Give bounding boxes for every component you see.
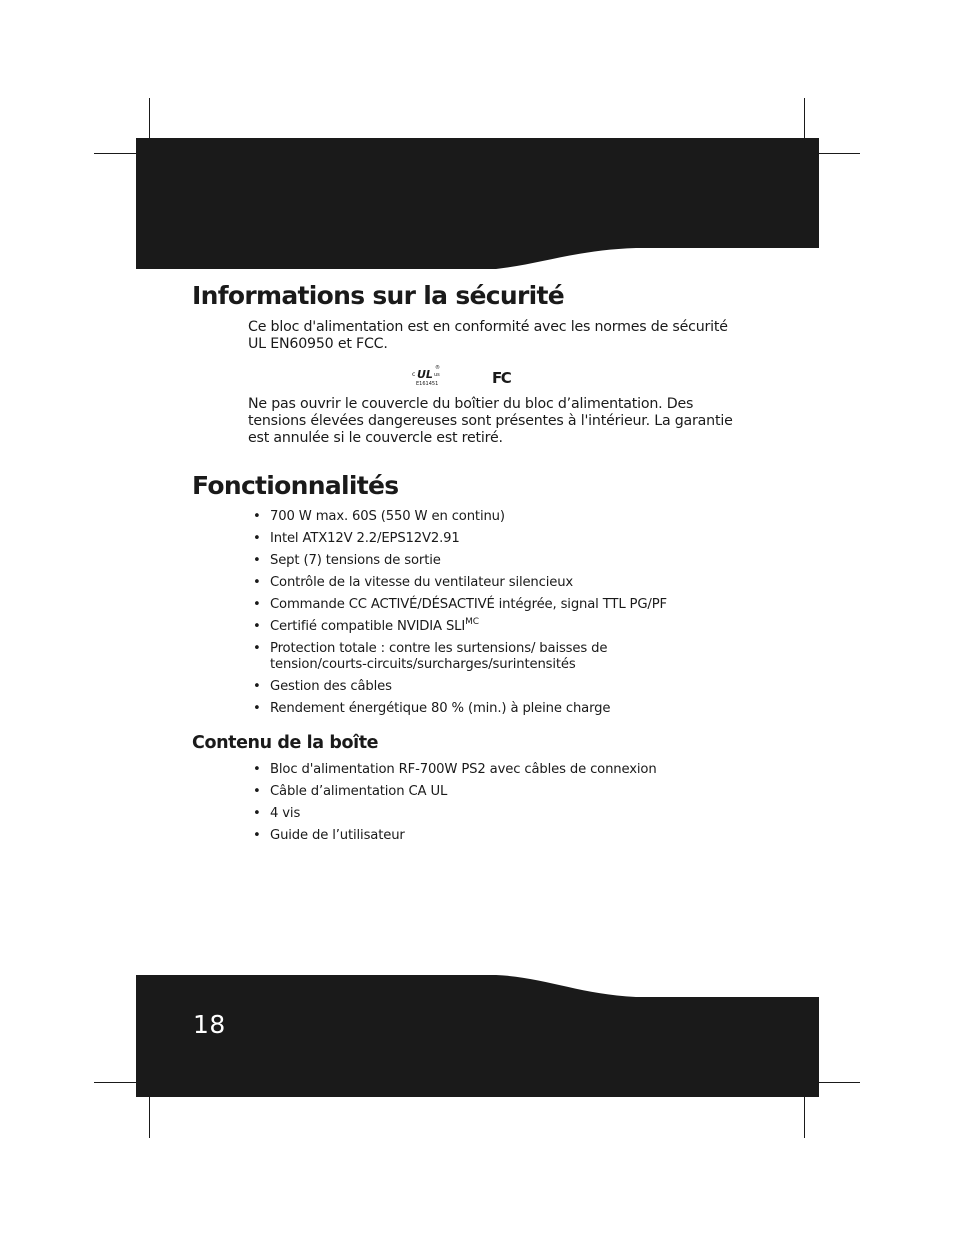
list-item: • Câble d’alimentation CA UL: [253, 784, 448, 799]
bullet: •: [253, 679, 261, 694]
safety-paragraph: [248, 319, 748, 353]
ul-c-letter: c: [412, 371, 416, 378]
bullet: •: [253, 701, 261, 716]
text-line: UL EN60950 et FCC.: [248, 336, 388, 352]
bullet: •: [253, 641, 261, 656]
ul-us-letters: us: [434, 372, 440, 378]
list-item: • Gestion des câbles: [253, 679, 392, 694]
header-band: [136, 138, 819, 270]
bullet: •: [253, 531, 261, 546]
list-item: • Contrôle de la vitesse du ventilateur silencieux: [253, 575, 574, 590]
bullet: •: [253, 828, 261, 843]
text-line: Ne pas ouvrir le couvercle du boîtier du bloc d’alimentation. Des: [248, 396, 694, 412]
crop-mark: [818, 153, 860, 154]
list-item: • Sept (7) tensions de sortie: [253, 553, 441, 568]
fcc-icon: [492, 369, 512, 387]
superscript: MC: [465, 616, 479, 627]
svg-text:®: ®: [435, 365, 440, 371]
bullet: •: [253, 597, 261, 612]
features-list: [253, 509, 667, 723]
text-line: Ce bloc d'alimentation est en conformité avec les normes de sécurité: [248, 319, 728, 335]
bullet: •: [253, 553, 261, 568]
crop-mark: [149, 98, 150, 139]
crop-mark: [804, 1097, 805, 1138]
bullet: •: [253, 762, 261, 777]
list-item: • Protection totale : contre les surtensions/ baisses de tension/courts-circuits/surcharges/surintensités: [253, 641, 608, 672]
ul-listed-icon: [412, 364, 440, 387]
fcc-logo-text: FC: [492, 369, 511, 387]
crop-mark: [94, 153, 137, 154]
footer-band: [136, 975, 819, 1098]
list-item: • Intel ATX12V 2.2/EPS12V2.91: [253, 531, 460, 546]
box-contents-title: Contenu de la boîte: [192, 733, 379, 753]
bullet: •: [253, 575, 261, 590]
page-number: 18: [193, 1010, 226, 1039]
bullet: •: [253, 806, 261, 821]
ul-logo-text: UL: [417, 368, 433, 381]
list-item: • Certifié compatible NVIDIA $SLI^{MC}$: [253, 616, 479, 634]
bullet: •: [253, 509, 261, 524]
text-line: tensions élevées dangereuses sont présentes à l'intérieur. La garantie: [248, 413, 733, 429]
warning-paragraph: [248, 396, 748, 447]
box-contents-list: [253, 762, 657, 850]
crop-mark: [94, 1082, 137, 1083]
bullet: •: [253, 619, 261, 634]
safety-title: Informations sur la sécurité: [192, 281, 564, 310]
certification-logos: [408, 364, 528, 388]
crop-mark: [149, 1097, 150, 1138]
text-line: est annulée si le couvercle est retiré.: [248, 430, 503, 446]
list-item: • 4 vis: [253, 806, 301, 821]
list-item: • Bloc d'alimentation RF-700W PS2 avec câbles de connexion: [253, 762, 657, 777]
ul-file-number: E161451: [416, 381, 439, 387]
list-item: • 700 W max. 60S (550 W en continu): [253, 509, 505, 524]
crop-mark: [818, 1082, 860, 1083]
list-item: • Guide de l’utilisateur: [253, 828, 405, 843]
list-item: • Rendement énergétique 80 % (min.) à pleine charge: [253, 701, 611, 716]
list-item: • Commande CC ACTIVÉ/DÉSACTIVÉ intégrée, signal TTL PG/PF: [253, 597, 667, 612]
crop-mark: [804, 98, 805, 139]
features-title: Fonctionnalités: [192, 471, 399, 500]
bullet: •: [253, 784, 261, 799]
